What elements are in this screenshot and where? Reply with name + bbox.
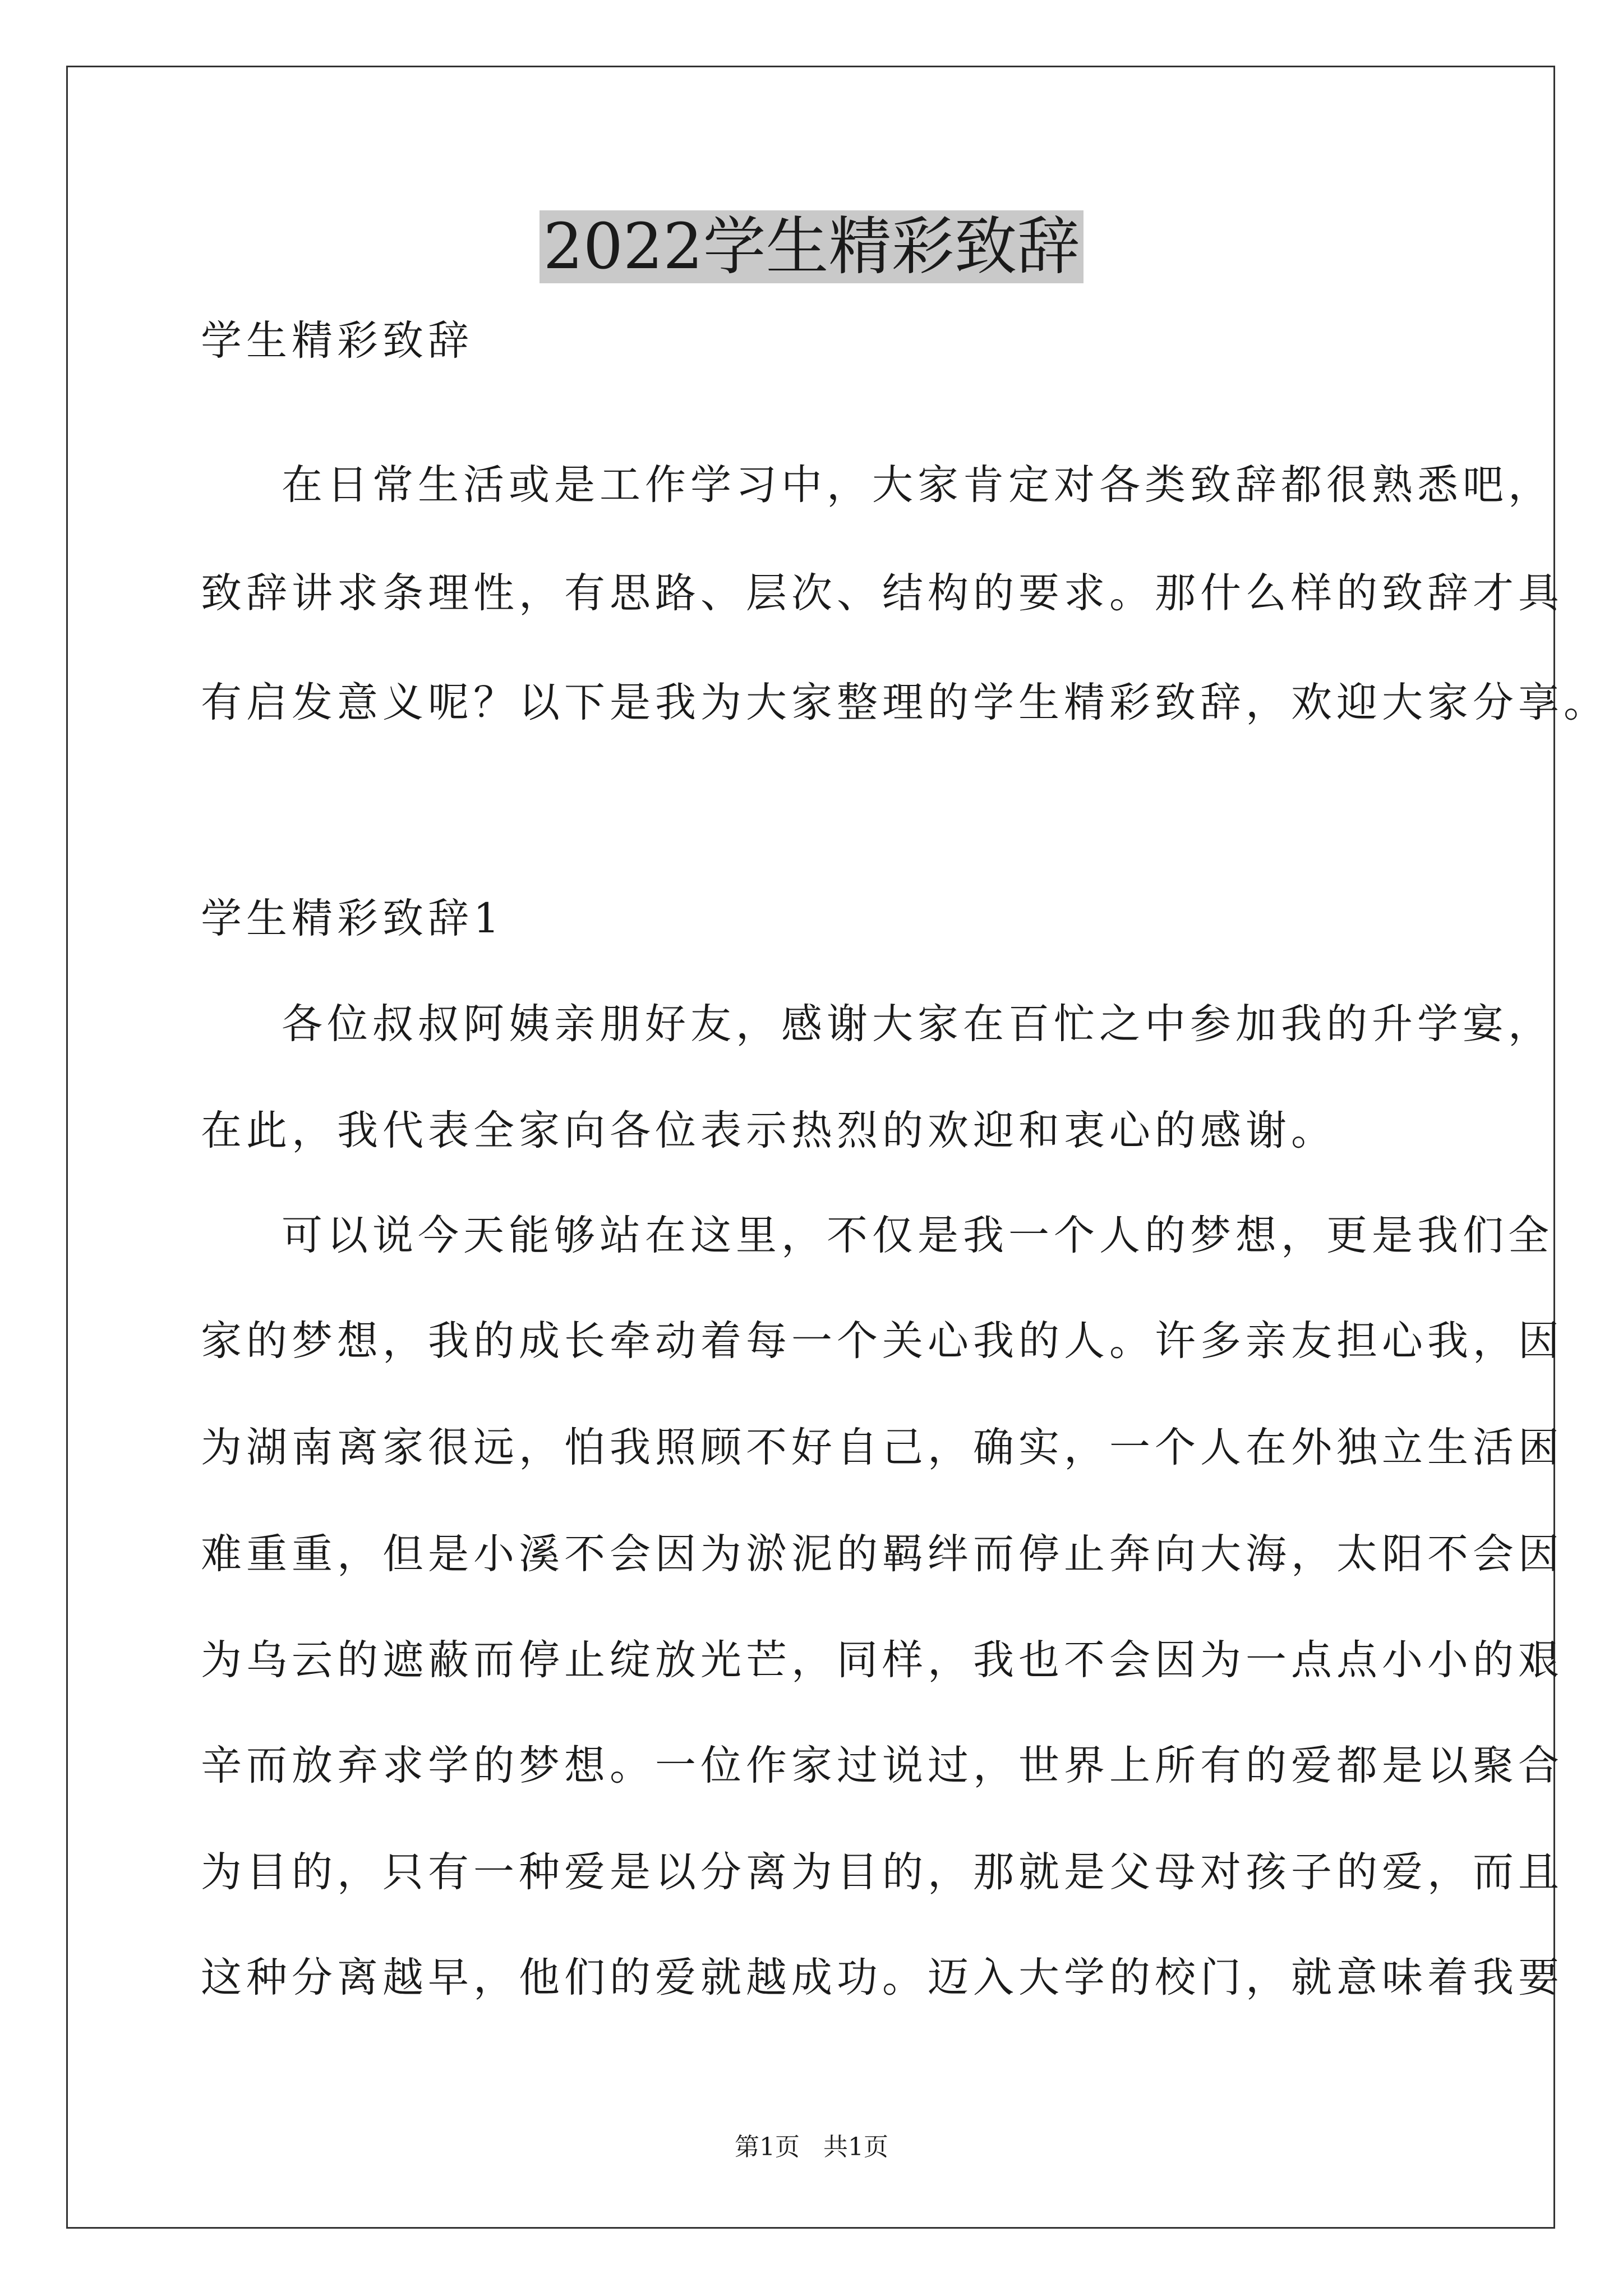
paragraph-line: 各位叔叔阿姨亲朋好友，感谢大家在百忙之中参加我的升学宴， [282, 1000, 1553, 1048]
intro-line: 致辞讲求条理性，有思路、层次、结构的要求。那什么样的致辞才具 [201, 569, 1564, 617]
paragraph-line: 难重重，但是小溪不会因为淤泥的羁绊而停止奔向大海，太阳不会因 [201, 1530, 1564, 1578]
paragraph-line: 可以说今天能够站在这里，不仅是我一个人的梦想，更是我们全 [282, 1212, 1553, 1259]
intro-line: 在日常生活或是工作学习中，大家肯定对各类致辞都很熟悉吧， [282, 461, 1553, 509]
paragraph-line: 辛而放弃求学的梦想。一位作家过说过，世界上所有的爱都是以聚合 [201, 1742, 1564, 1789]
paragraph-line: 在此，我代表全家向各位表示热烈的欢迎和衷心的感谢。 [201, 1107, 1336, 1154]
section-heading: 学生精彩致辞1 [201, 895, 504, 942]
paragraph-line: 为湖南离家很远，怕我照顾不好自己，确实，一个人在外独立生活困 [201, 1424, 1564, 1471]
section-heading: 学生精彩致辞 [201, 317, 473, 365]
paragraph-line: 为目的，只有一种爱是以分离为目的，那就是父母对孩子的爱，而且 [201, 1848, 1564, 1896]
document-title-text: 2022学生精彩致辞 [540, 210, 1083, 283]
document-title [0, 208, 1623, 286]
intro-line: 有启发意义呢？以下是我为大家整理的学生精彩致辞，欢迎大家分享。 [201, 679, 1609, 726]
paragraph-line: 家的梦想，我的成长牵动着每一个关心我的人。许多亲友担心我，因 [201, 1317, 1564, 1365]
paragraph-line: 这种分离越早，他们的爱就越成功。迈入大学的校门，就意味着我要 [201, 1954, 1564, 2001]
paragraph-line: 为乌云的遮蔽而停止绽放光芒，同样，我也不会因为一点点小小的艰 [201, 1636, 1564, 1684]
page-footer: 第1页 共1页 [735, 2133, 888, 2161]
